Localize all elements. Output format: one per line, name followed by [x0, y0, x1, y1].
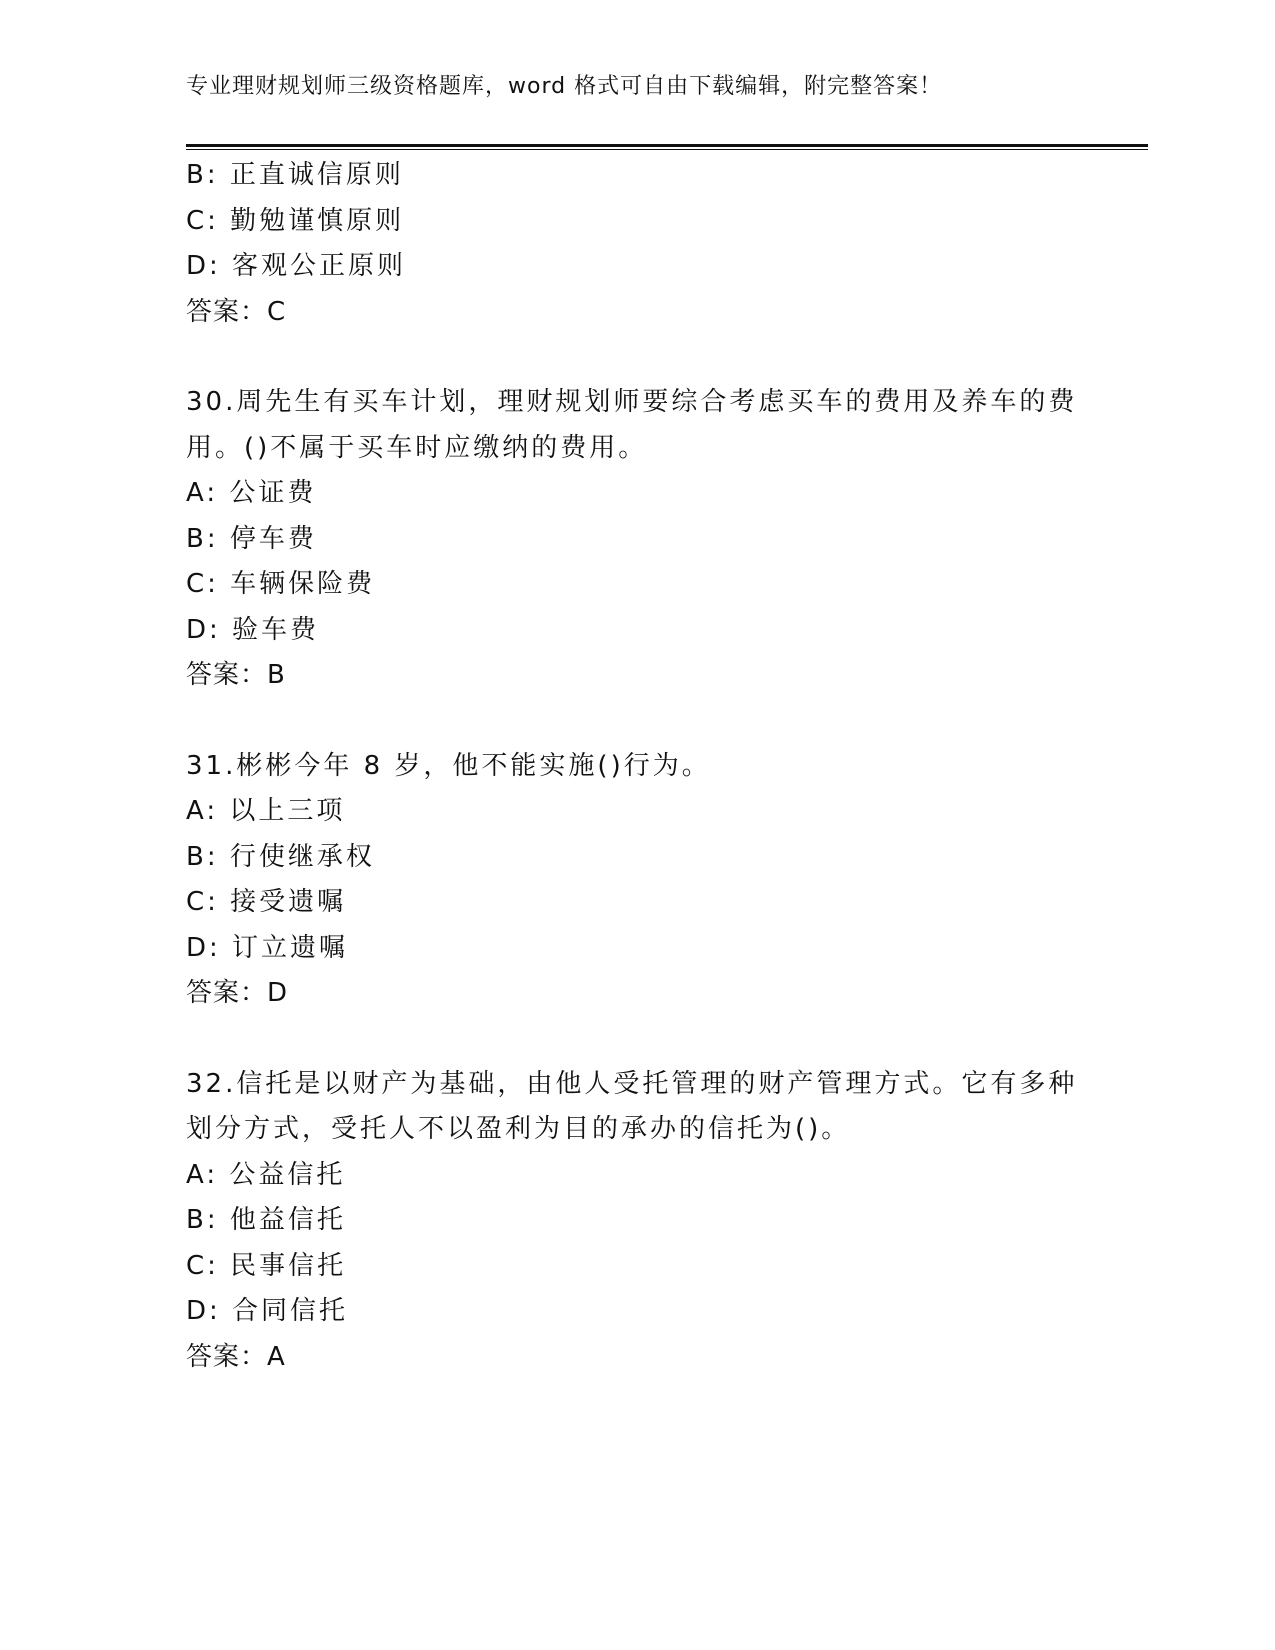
- option-b: B: 正直诚信原则: [186, 160, 404, 190]
- answer-line: 答案：C: [186, 296, 287, 327]
- question-31: [186, 744, 1086, 1017]
- question-32: [186, 1062, 1086, 1381]
- question-30: [186, 380, 1086, 699]
- option-c: C: 民事信托: [186, 1250, 347, 1281]
- option-d: D: 验车费: [186, 614, 320, 645]
- option-a: A: 以上三项: [186, 796, 346, 826]
- question-stem-line: 31.彬彬今年 8 岁，他不能实施()行为。: [186, 750, 711, 781]
- option-b: B: 行使继承权: [186, 841, 375, 872]
- option-d: D: 客观公正原则: [186, 251, 407, 281]
- question-stem-line: 用。()不属于买车时应缴纳的费用。: [186, 432, 648, 463]
- option-a: A: 公证费: [186, 478, 317, 508]
- answer-line: 答案：A: [186, 1341, 286, 1372]
- option-b: B: 他益信托: [186, 1205, 346, 1235]
- question-stem-line: 划分方式，受托人不以盈利为目的承办的信托为()。: [186, 1114, 851, 1144]
- answer-line: 答案：B: [186, 660, 286, 690]
- question-content: [186, 153, 1086, 1380]
- spacer: [186, 1017, 1086, 1062]
- question-stem-line: 32.信托是以财产为基础，由他人受托管理的财产管理方式。它有多种: [186, 1068, 1078, 1099]
- option-c: C: 车辆保险费: [186, 569, 376, 599]
- option-d: D: 订立遗嘱: [186, 932, 349, 963]
- page-header: 专业理财规划师三级资格题库，word 格式可自由下载编辑，附完整答案！: [186, 74, 943, 99]
- option-b: B: 停车费: [186, 523, 317, 554]
- spacer: [186, 335, 1086, 380]
- previous-question-tail: [186, 153, 1086, 335]
- question-stem-line: 30.周先生有买车计划，理财规划师要综合考虑买车的费用及养车的费: [186, 387, 1078, 417]
- option-d: D: 合同信托: [186, 1296, 349, 1326]
- answer-line: 答案：D: [186, 978, 289, 1008]
- option-a: A: 公益信托: [186, 1159, 346, 1190]
- option-c: C: 勤勉谨慎原则: [186, 205, 405, 236]
- option-c: C: 接受遗嘱: [186, 887, 347, 917]
- spacer: [186, 699, 1086, 744]
- header-divider: [186, 144, 1148, 150]
